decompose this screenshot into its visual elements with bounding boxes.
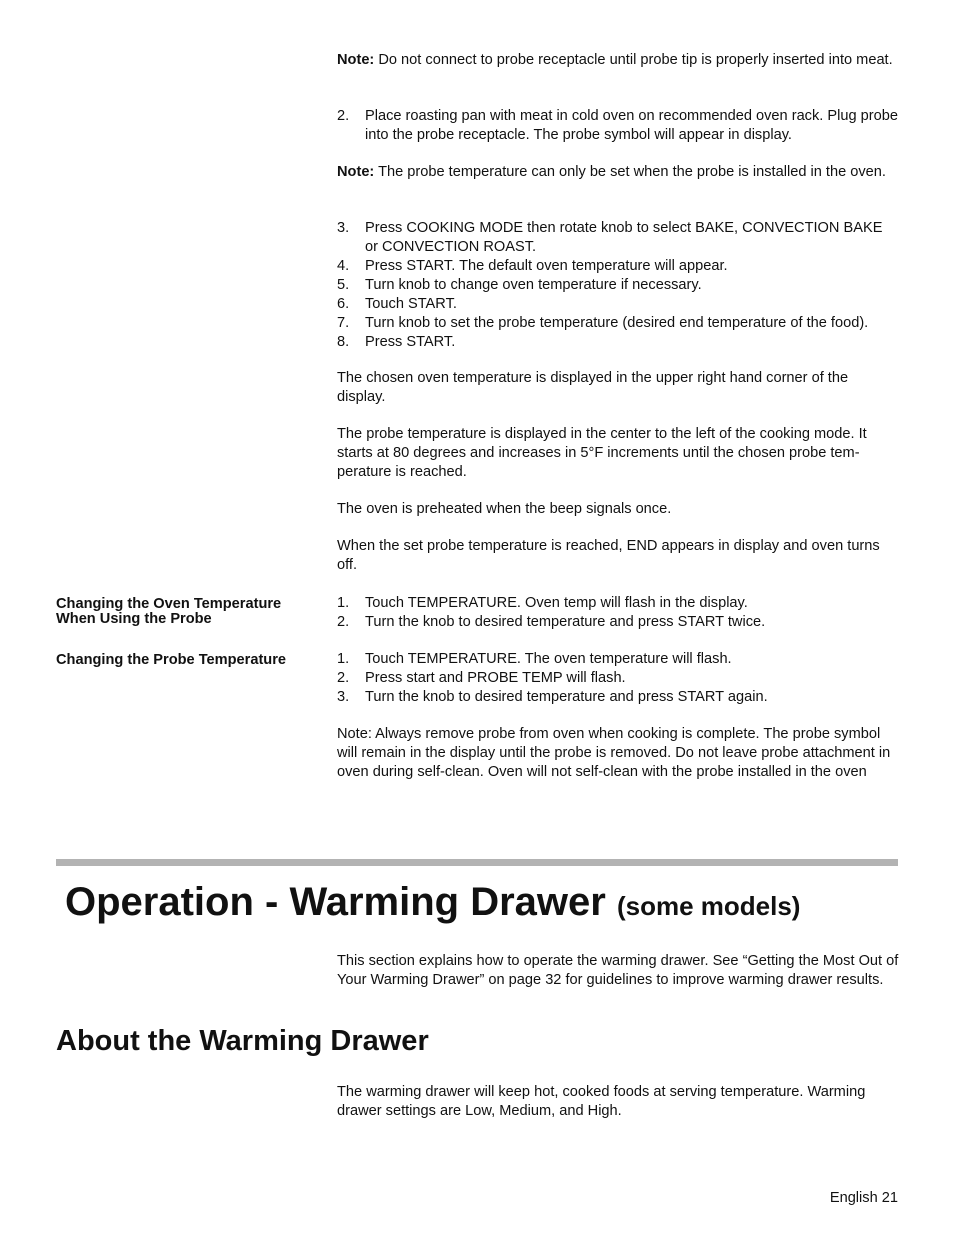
note-probe-installed	[337, 163, 899, 182]
steps-oven-temperature	[337, 594, 899, 632]
note-probe-receptacle	[337, 51, 899, 70]
para-end-display: When the set probe temperature is reached, END appears in display and oven turns off.	[337, 538, 880, 573]
step-text: Touch TEMPERATURE. The oven temperature will flash.	[365, 651, 732, 667]
step-number: 1.	[337, 651, 350, 667]
step-number: 4.	[337, 258, 350, 274]
heading-changing-probe-temperature: Changing the Probe Temperature	[56, 652, 287, 668]
list-item	[337, 688, 899, 707]
step-text: Touch START.	[365, 296, 457, 312]
step-text: Turn the knob to desired temperature and press START again.	[365, 689, 768, 705]
steps-list-a	[337, 107, 899, 145]
list-item	[337, 314, 899, 333]
step-text: Press COOKING MODE then rotate knob to select BAKE, CONVECTION BAKE or CONVECTION ROAST.	[365, 220, 883, 255]
step-text: Turn the knob to desired temperature and press START twice.	[365, 614, 766, 630]
para-probe-temperature: The probe temperature is displayed in the center to the left of the cooking mode. It starts at 80 degrees and increases in 5°F increments until the chosen probe tem-perature is reached.	[337, 426, 867, 480]
step-text: Press START. The default oven temperature will appear.	[365, 258, 728, 274]
step-number: 1.	[337, 595, 350, 611]
note-remove-probe: Note: Always remove probe from oven when cooking is complete. The probe symbol will remain in the display until the probe is removed. Do not leave probe attachment in oven during self-clean. Oven will not self-clean with the probe installed in the oven	[337, 726, 891, 780]
step-number: 3.	[337, 689, 350, 705]
step-number: 3.	[337, 220, 350, 236]
step-text: Turn knob to set the probe temperature (desired end temperature of the food).	[365, 315, 869, 331]
step-number: 5.	[337, 277, 350, 293]
list-item	[337, 613, 899, 632]
step-number: 8.	[337, 334, 350, 350]
list-item	[337, 594, 899, 613]
list-item	[337, 276, 899, 295]
subsection-heading: About the Warming Drawer	[56, 1025, 429, 1057]
heading-line: Changing the Oven Temperature	[56, 596, 282, 612]
page-footer: English 21	[829, 1190, 898, 1206]
heading-changing-oven-temperature	[56, 597, 318, 627]
para-chosen-temperature: The chosen oven temperature is displayed in the upper right hand corner of the display.	[337, 370, 849, 405]
section-divider	[56, 859, 898, 866]
steps-probe-temperature	[337, 650, 899, 707]
section-title	[65, 876, 800, 932]
list-item	[337, 669, 899, 688]
step-number: 2.	[337, 670, 350, 686]
step-text: Press START.	[365, 334, 456, 350]
list-item	[337, 219, 899, 257]
para-warming-drawer-intro: This section explains how to operate the warming drawer. See “Getting the Most Out of Your Warming Drawer” on page 32 for guidelines to improve warming drawer results.	[337, 953, 899, 988]
list-item	[337, 107, 899, 145]
note-label: Note:	[337, 52, 375, 68]
list-item	[337, 650, 899, 669]
list-item	[337, 295, 899, 314]
note-text: The probe temperature can only be set when the probe is installed in the oven.	[374, 164, 886, 180]
note-label: Note:	[337, 164, 375, 180]
step-text: Turn knob to change oven temperature if necessary.	[365, 277, 702, 293]
section-title-main: Operation - Warming Drawer	[65, 880, 606, 924]
note-text: Do not connect to probe receptacle until probe tip is properly inserted into meat.	[374, 52, 893, 68]
para-about-warming-drawer: The warming drawer will keep hot, cooked foods at serving temperature. Warming drawer settings are Low, Medium, and High.	[337, 1084, 866, 1119]
step-number: 2.	[337, 108, 350, 124]
step-text: Press start and PROBE TEMP will flash.	[365, 670, 626, 686]
section-title-suffix: (some models)	[616, 891, 801, 921]
heading-line: When Using the Probe	[56, 611, 212, 627]
steps-list-b	[337, 219, 899, 352]
step-number: 7.	[337, 315, 350, 331]
list-item	[337, 333, 899, 352]
step-number: 6.	[337, 296, 350, 312]
step-text: Place roasting pan with meat in cold oven on recommended oven rack. Plug probe into the probe receptacle. The probe symbol will appear in display.	[365, 108, 898, 143]
list-item	[337, 257, 899, 276]
step-number: 2.	[337, 614, 350, 630]
step-text: Touch TEMPERATURE. Oven temp will flash in the display.	[365, 595, 748, 611]
para-preheated: The oven is preheated when the beep signals once.	[337, 501, 672, 517]
